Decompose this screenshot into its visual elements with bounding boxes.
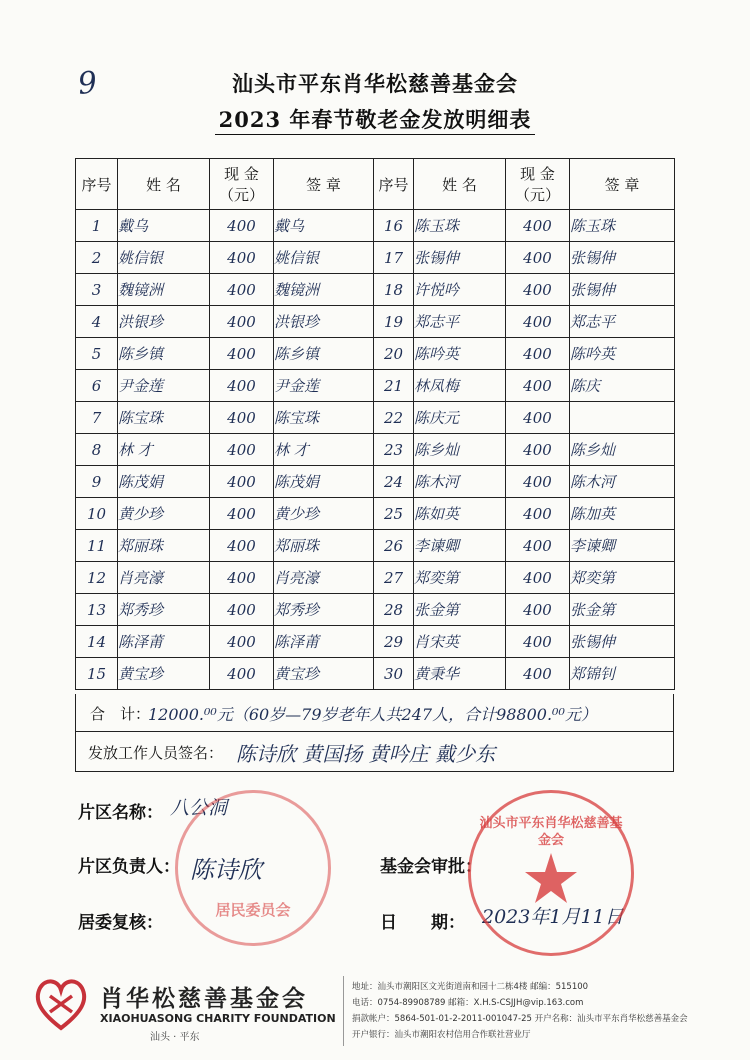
left-no-cell: 8	[76, 434, 118, 466]
right-amount-cell: 400	[506, 658, 570, 690]
header-seq-right: 序号	[374, 159, 414, 210]
table-row	[76, 274, 675, 306]
table-row	[76, 370, 675, 402]
document-subtitle: 2023 年春节敬老金发放明细表	[0, 104, 750, 134]
right-no-cell: 20	[374, 338, 414, 370]
left-no-cell: 3	[76, 274, 118, 306]
right-no-cell: 19	[374, 306, 414, 338]
right-sign-cell: 郑奕第	[570, 562, 675, 594]
left-amount-cell: 400	[210, 274, 274, 306]
district-value: 八公洞	[170, 797, 228, 819]
right-no-cell: 26	[374, 530, 414, 562]
left-amount-cell: 400	[210, 242, 274, 274]
right-amount-cell: 400	[506, 402, 570, 434]
left-sign-cell: 陈茂娟	[274, 466, 374, 498]
residents-committee-stamp-text: 居民委员会	[215, 901, 291, 919]
right-amount-cell: 400	[506, 626, 570, 658]
right-no-cell: 18	[374, 274, 414, 306]
left-sign-cell: 肖亮濠	[274, 562, 374, 594]
total-value: 12000.⁰⁰元（60岁—79岁老年人共247人，合计98800.⁰⁰元）	[148, 705, 597, 724]
right-name-cell: 林凤梅	[414, 370, 506, 402]
header-name-right: 姓 名	[414, 159, 506, 210]
brand-name-cn: 肖华松慈善基金会	[100, 986, 308, 1012]
right-amount-cell: 400	[506, 210, 570, 242]
left-no-cell: 9	[76, 466, 118, 498]
left-no-cell: 1	[76, 210, 118, 242]
left-name-cell: 陈泽莆	[118, 626, 210, 658]
staff-row	[75, 732, 674, 772]
left-amount-cell: 400	[210, 466, 274, 498]
staff-signatures: 陈诗欣 黄国扬 黄吟庄 戴少东	[236, 742, 496, 766]
left-name-cell: 黄少珍	[118, 498, 210, 530]
right-no-cell: 29	[374, 626, 414, 658]
left-no-cell: 7	[76, 402, 118, 434]
left-name-cell: 郑秀珍	[118, 594, 210, 626]
left-name-cell: 陈宝珠	[118, 402, 210, 434]
date-value: 2023年1月11日	[482, 906, 624, 928]
left-sign-cell: 陈泽莆	[274, 626, 374, 658]
right-sign-cell: 陈庆	[570, 370, 675, 402]
right-sign-cell: 张锡伸	[570, 626, 675, 658]
right-amount-cell: 400	[506, 498, 570, 530]
right-name-cell: 郑志平	[414, 306, 506, 338]
right-no-cell: 28	[374, 594, 414, 626]
left-amount-cell: 400	[210, 562, 274, 594]
left-amount-cell: 400	[210, 626, 274, 658]
approve-label: 基金会审批：	[380, 857, 482, 877]
footer-address: 地址：汕头市潮阳区文光街道南和园十二栋4楼 邮编：515100	[352, 982, 589, 992]
left-amount-cell: 400	[210, 402, 274, 434]
left-no-cell: 11	[76, 530, 118, 562]
right-name-cell: 李谏卿	[414, 530, 506, 562]
left-name-cell: 魏镜洲	[118, 274, 210, 306]
left-sign-cell: 郑秀珍	[274, 594, 374, 626]
right-sign-cell: 陈玉珠	[570, 210, 675, 242]
star-icon	[523, 851, 579, 907]
right-name-cell: 陈如英	[414, 498, 506, 530]
header-sign: 签 章	[274, 159, 374, 210]
leader-label: 片区负责人：	[78, 857, 180, 877]
footer-phone: 电话：0754-89908789 邮箱：X.H.S-CSJJH@vip.163.com	[352, 998, 584, 1008]
leader-signature: 陈诗欣	[190, 856, 262, 884]
table-row	[76, 626, 675, 658]
right-amount-cell: 400	[506, 306, 570, 338]
right-amount-cell: 400	[506, 466, 570, 498]
left-amount-cell: 400	[210, 530, 274, 562]
page-number: 9	[76, 65, 99, 102]
header-cash-right: 现 金（元）	[506, 159, 570, 210]
left-name-cell: 陈茂娟	[118, 466, 210, 498]
right-sign-cell: 郑志平	[570, 306, 675, 338]
foundation-logo-icon	[30, 972, 92, 1034]
table-row	[76, 562, 675, 594]
right-no-cell: 24	[374, 466, 414, 498]
left-name-cell: 黄宝珍	[118, 658, 210, 690]
left-amount-cell: 400	[210, 498, 274, 530]
foundation-stamp	[468, 790, 634, 956]
left-no-cell: 5	[76, 338, 118, 370]
right-sign-cell: 陈加英	[570, 498, 675, 530]
total-row	[75, 694, 674, 732]
header-name: 姓 名	[118, 159, 210, 210]
right-amount-cell: 400	[506, 562, 570, 594]
right-no-cell: 30	[374, 658, 414, 690]
right-sign-cell: 陈木河	[570, 466, 675, 498]
left-amount-cell: 400	[210, 370, 274, 402]
left-no-cell: 2	[76, 242, 118, 274]
left-name-cell: 陈乡镇	[118, 338, 210, 370]
left-sign-cell: 戴乌	[274, 210, 374, 242]
review-label: 居委复核：	[78, 913, 163, 933]
right-amount-cell: 400	[506, 530, 570, 562]
document-title: 汕头市平东肖华松慈善基金会	[232, 71, 518, 96]
left-amount-cell: 400	[210, 434, 274, 466]
left-amount-cell: 400	[210, 210, 274, 242]
header-sign-right: 签 章	[570, 159, 675, 210]
right-no-cell: 25	[374, 498, 414, 530]
footer-bank: 开户银行：汕头市潮阳农村信用合作联社营业厅	[352, 1030, 531, 1040]
right-amount-cell: 400	[506, 370, 570, 402]
table-row	[76, 242, 675, 274]
brand-name-en: XIAOHUASONG CHARITY FOUNDATION	[100, 1012, 336, 1025]
right-name-cell: 陈吟英	[414, 338, 506, 370]
foundation-stamp-text: 汕头市平东肖华松慈善基金会	[479, 816, 623, 848]
right-name-cell: 张金第	[414, 594, 506, 626]
left-sign-cell: 陈宝珠	[274, 402, 374, 434]
right-no-cell: 27	[374, 562, 414, 594]
header-seq: 序号	[76, 159, 118, 210]
table-row	[76, 658, 675, 690]
table-row	[76, 530, 675, 562]
right-sign-cell: 张锡伸	[570, 274, 675, 306]
district-label: 片区名称：	[78, 803, 163, 823]
right-no-cell: 21	[374, 370, 414, 402]
table-row	[76, 210, 675, 242]
right-no-cell: 17	[374, 242, 414, 274]
right-amount-cell: 400	[506, 338, 570, 370]
right-sign-cell: 李谏卿	[570, 530, 675, 562]
right-amount-cell: 400	[506, 274, 570, 306]
left-sign-cell: 黄宝珍	[274, 658, 374, 690]
left-no-cell: 4	[76, 306, 118, 338]
left-name-cell: 肖亮濠	[118, 562, 210, 594]
table-row	[76, 306, 675, 338]
left-name-cell: 林 才	[118, 434, 210, 466]
right-sign-cell: 陈乡灿	[570, 434, 675, 466]
right-name-cell: 黄秉华	[414, 658, 506, 690]
right-no-cell: 23	[374, 434, 414, 466]
residents-committee-stamp	[175, 790, 331, 946]
footer-account: 捐款帐户：5864-501-01-2-2011-001047-25 开户名称：汕头市平东肖华松慈善基金会	[352, 1014, 688, 1024]
right-name-cell: 陈玉珠	[414, 210, 506, 242]
staff-label: 发放工作人员签名：	[88, 744, 224, 762]
footer-divider	[343, 976, 344, 1046]
table-row	[76, 402, 675, 434]
left-no-cell: 12	[76, 562, 118, 594]
right-amount-cell: 400	[506, 434, 570, 466]
footer	[0, 962, 750, 1060]
table-row	[76, 498, 675, 530]
right-name-cell: 陈庆元	[414, 402, 506, 434]
right-amount-cell: 400	[506, 594, 570, 626]
right-sign-cell: 张金第	[570, 594, 675, 626]
right-name-cell: 许悦吟	[414, 274, 506, 306]
table-row	[76, 434, 675, 466]
right-sign-cell	[570, 402, 675, 434]
right-name-cell: 肖宋英	[414, 626, 506, 658]
table-row	[76, 338, 675, 370]
right-sign-cell: 郑锦钊	[570, 658, 675, 690]
right-no-cell: 16	[374, 210, 414, 242]
left-no-cell: 13	[76, 594, 118, 626]
left-no-cell: 15	[76, 658, 118, 690]
left-no-cell: 6	[76, 370, 118, 402]
right-name-cell: 陈木河	[414, 466, 506, 498]
header-cash: 现 金（元）	[210, 159, 274, 210]
total-label: 合 计：	[90, 705, 151, 723]
right-name-cell: 陈乡灿	[414, 434, 506, 466]
left-amount-cell: 400	[210, 338, 274, 370]
left-sign-cell: 陈乡镇	[274, 338, 374, 370]
table-row	[76, 466, 675, 498]
left-amount-cell: 400	[210, 658, 274, 690]
left-name-cell: 郑丽珠	[118, 530, 210, 562]
table-row	[76, 594, 675, 626]
date-label: 日 期：	[380, 913, 465, 933]
left-name-cell: 姚信银	[118, 242, 210, 274]
left-name-cell: 戴乌	[118, 210, 210, 242]
left-sign-cell: 洪银珍	[274, 306, 374, 338]
right-name-cell: 郑奕第	[414, 562, 506, 594]
left-amount-cell: 400	[210, 594, 274, 626]
left-name-cell: 洪银珍	[118, 306, 210, 338]
right-amount-cell: 400	[506, 242, 570, 274]
table-header	[76, 159, 675, 210]
left-no-cell: 14	[76, 626, 118, 658]
right-no-cell: 22	[374, 402, 414, 434]
right-sign-cell: 陈吟英	[570, 338, 675, 370]
right-name-cell: 张锡伸	[414, 242, 506, 274]
brand-location: 汕头 · 平东	[150, 1032, 200, 1043]
left-name-cell: 尹金莲	[118, 370, 210, 402]
left-sign-cell: 尹金莲	[274, 370, 374, 402]
left-sign-cell: 林 才	[274, 434, 374, 466]
left-amount-cell: 400	[210, 306, 274, 338]
right-sign-cell: 张锡伸	[570, 242, 675, 274]
left-sign-cell: 黄少珍	[274, 498, 374, 530]
left-sign-cell: 姚信银	[274, 242, 374, 274]
left-sign-cell: 魏镜洲	[274, 274, 374, 306]
left-sign-cell: 郑丽珠	[274, 530, 374, 562]
left-no-cell: 10	[76, 498, 118, 530]
distribution-table	[75, 158, 675, 690]
